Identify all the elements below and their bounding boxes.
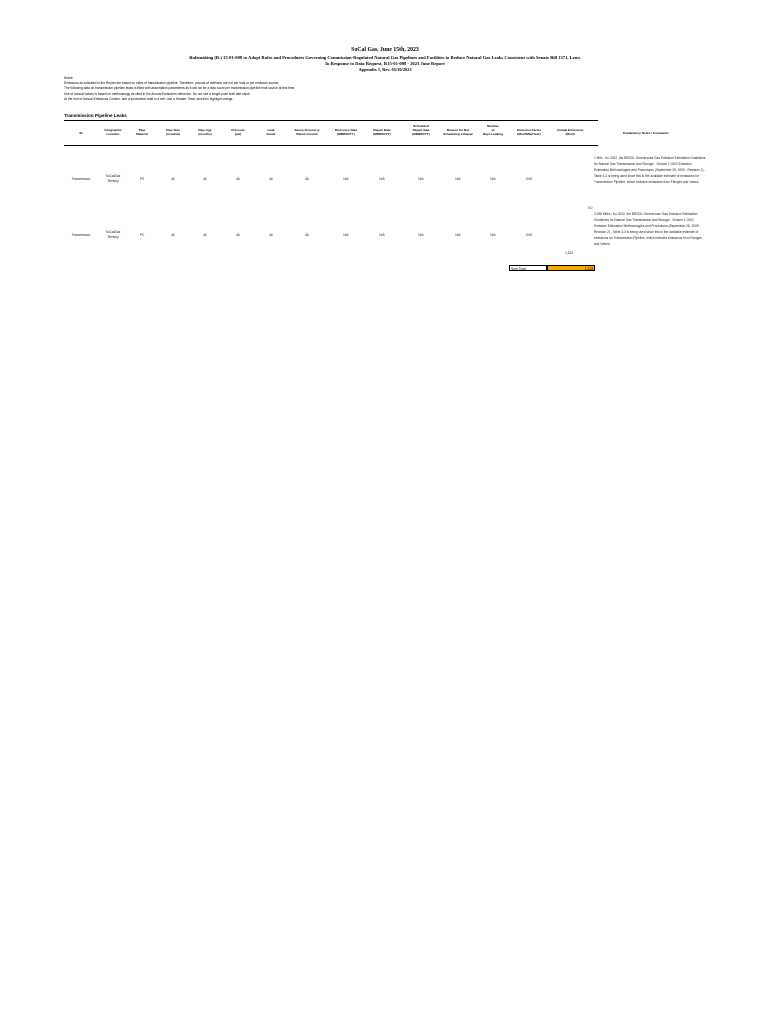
- table-cell: N/A: [490, 177, 496, 181]
- table-cell: All: [269, 233, 273, 237]
- table-cell: 0.00: [525, 177, 533, 181]
- section-title: Transmission Pipeline Leaks: [64, 113, 127, 118]
- table-cell: N/A: [343, 177, 349, 181]
- explanatory-comment: 1 Mile - for 2022, the BRSGL Greenhouse Gas Emission Estimation Guidelines for Natural Gas Transmission and Storage - Volume 1 GHG Emission Estimation Methodologies and Procedures (September 28, 2009 - Revision 2) - Table 3-3 is being used since this is the available estimate of emissions for Transmission Pipeline, which includes emissions from Flanges and Valves.: [594, 156, 706, 185]
- notes-block: [64, 76, 295, 102]
- side-marker: 0.0: [588, 206, 593, 210]
- table-cell: PC: [139, 233, 145, 237]
- column-header: Geographic Location: [104, 128, 122, 137]
- note-line: The following data on transmission pipeline leaks is filled with assumption parameters as it will not be a leak count per transmission pipeline leak source at this time.: [64, 86, 296, 91]
- column-header: Leak Grade: [266, 128, 276, 137]
- data-request-subtitle: In Response to Data Request, R15-01-008 - 2023 June Report: [325, 61, 445, 66]
- table-cell: All: [269, 177, 273, 181]
- column-header: Above Ground or Below Ground: [294, 128, 320, 137]
- table-cell: N/A: [418, 177, 424, 181]
- table-cell: 0.00: [525, 233, 533, 237]
- column-header: Annual Emissions (Mscf): [556, 128, 584, 137]
- table-cell: All: [171, 177, 175, 181]
- column-header: ID: [79, 131, 83, 135]
- table-cell: SoCalGas Territory: [105, 230, 121, 239]
- appendix-subtitle: Appendix 1, Rev. 05/30/2023: [358, 67, 412, 72]
- column-header: Explanatory Notes / Comments: [623, 131, 669, 135]
- rulemaking-subtitle: Rulemaking (R.) 15-01-008 to Adopt Rules and Procedures Governing Commission-Regulated Natural Gas Pipelines and Facilities to Reduce Natural Gas Leaks Consistent with Senate Bill 1371, Leno.: [189, 55, 581, 60]
- table-cell: Transmission: [71, 177, 91, 181]
- table-cell: All: [305, 177, 309, 181]
- table-cell: N/A: [379, 177, 385, 181]
- column-header: Repair Date (MM/DD/YY): [373, 128, 391, 137]
- table-cell: All: [171, 233, 175, 237]
- explanatory-comment: 3,398 Miles - for 2022, the BRSGL Greenhouse Gas Emission Estimation Guidelines for Natural Gas Transmission and Storage - Volume 1 GHG Emission Estimation Methodologies and Procedures (September 28, 2009 - Revision 2) - Table 3-3 is being used since this is the available estimate of emissions for Transmission Pipeline, which includes emissions from Flanges and Valves.: [594, 212, 702, 247]
- table-cell: All: [236, 177, 240, 181]
- table-cell: N/A: [379, 233, 385, 237]
- note-line: Use of annual values is based on methodology as cited in the Annual Emissions reference. Do not use a single-point leak rate value.: [64, 91, 251, 96]
- note-line: At the end of Annual Emissions Column, add a summation total in a cell. Use a Header: Total, and then highlight orange.: [64, 96, 234, 101]
- report-title: SoCal Gas, June 15th, 2023: [351, 47, 419, 53]
- column-header: Reason for Not Scheduling a Repair: [443, 128, 473, 137]
- column-header: Emission Factor (Mscf/Mile/Year): [516, 128, 542, 137]
- table-cell: N/A: [343, 233, 349, 237]
- table-cell: PS: [139, 177, 145, 181]
- table-cell: N/A: [490, 233, 496, 237]
- table-cell: N/A: [455, 233, 461, 237]
- table-cell: Transmission: [71, 233, 91, 237]
- table-cell: SoCalGas Territory: [105, 174, 121, 183]
- table-cell: N/A: [455, 177, 461, 181]
- table-cell: All: [236, 233, 240, 237]
- column-header: Scheduled Repair date (MM/DD/YY): [412, 124, 430, 137]
- table-cell: All: [203, 177, 207, 181]
- annual-emissions-value: 1,223: [565, 251, 573, 255]
- table-cell: All: [305, 233, 309, 237]
- column-header: Pipe Material: [136, 128, 148, 137]
- note-line: Emissions as indicated in the Report are based on miles of transmission pipeline. Therefore, pounds of methane are not per leak or per emission source.: [64, 81, 280, 86]
- column-header: Discovery Date (MM/DD/YY): [334, 128, 358, 137]
- sum-total-value: 1,223: [547, 265, 595, 271]
- column-header: Pipe Age (months): [198, 128, 212, 137]
- table-cell: All: [203, 233, 207, 237]
- column-header: Pipe Size (nominal): [166, 128, 180, 137]
- column-header: Pressure (psi): [231, 128, 245, 137]
- column-header: Number of Days Leaking: [483, 124, 503, 137]
- table-cell: N/A: [418, 233, 424, 237]
- notes-heading: Notes:: [64, 76, 74, 80]
- sum-total-label: Sum Total: [509, 265, 547, 271]
